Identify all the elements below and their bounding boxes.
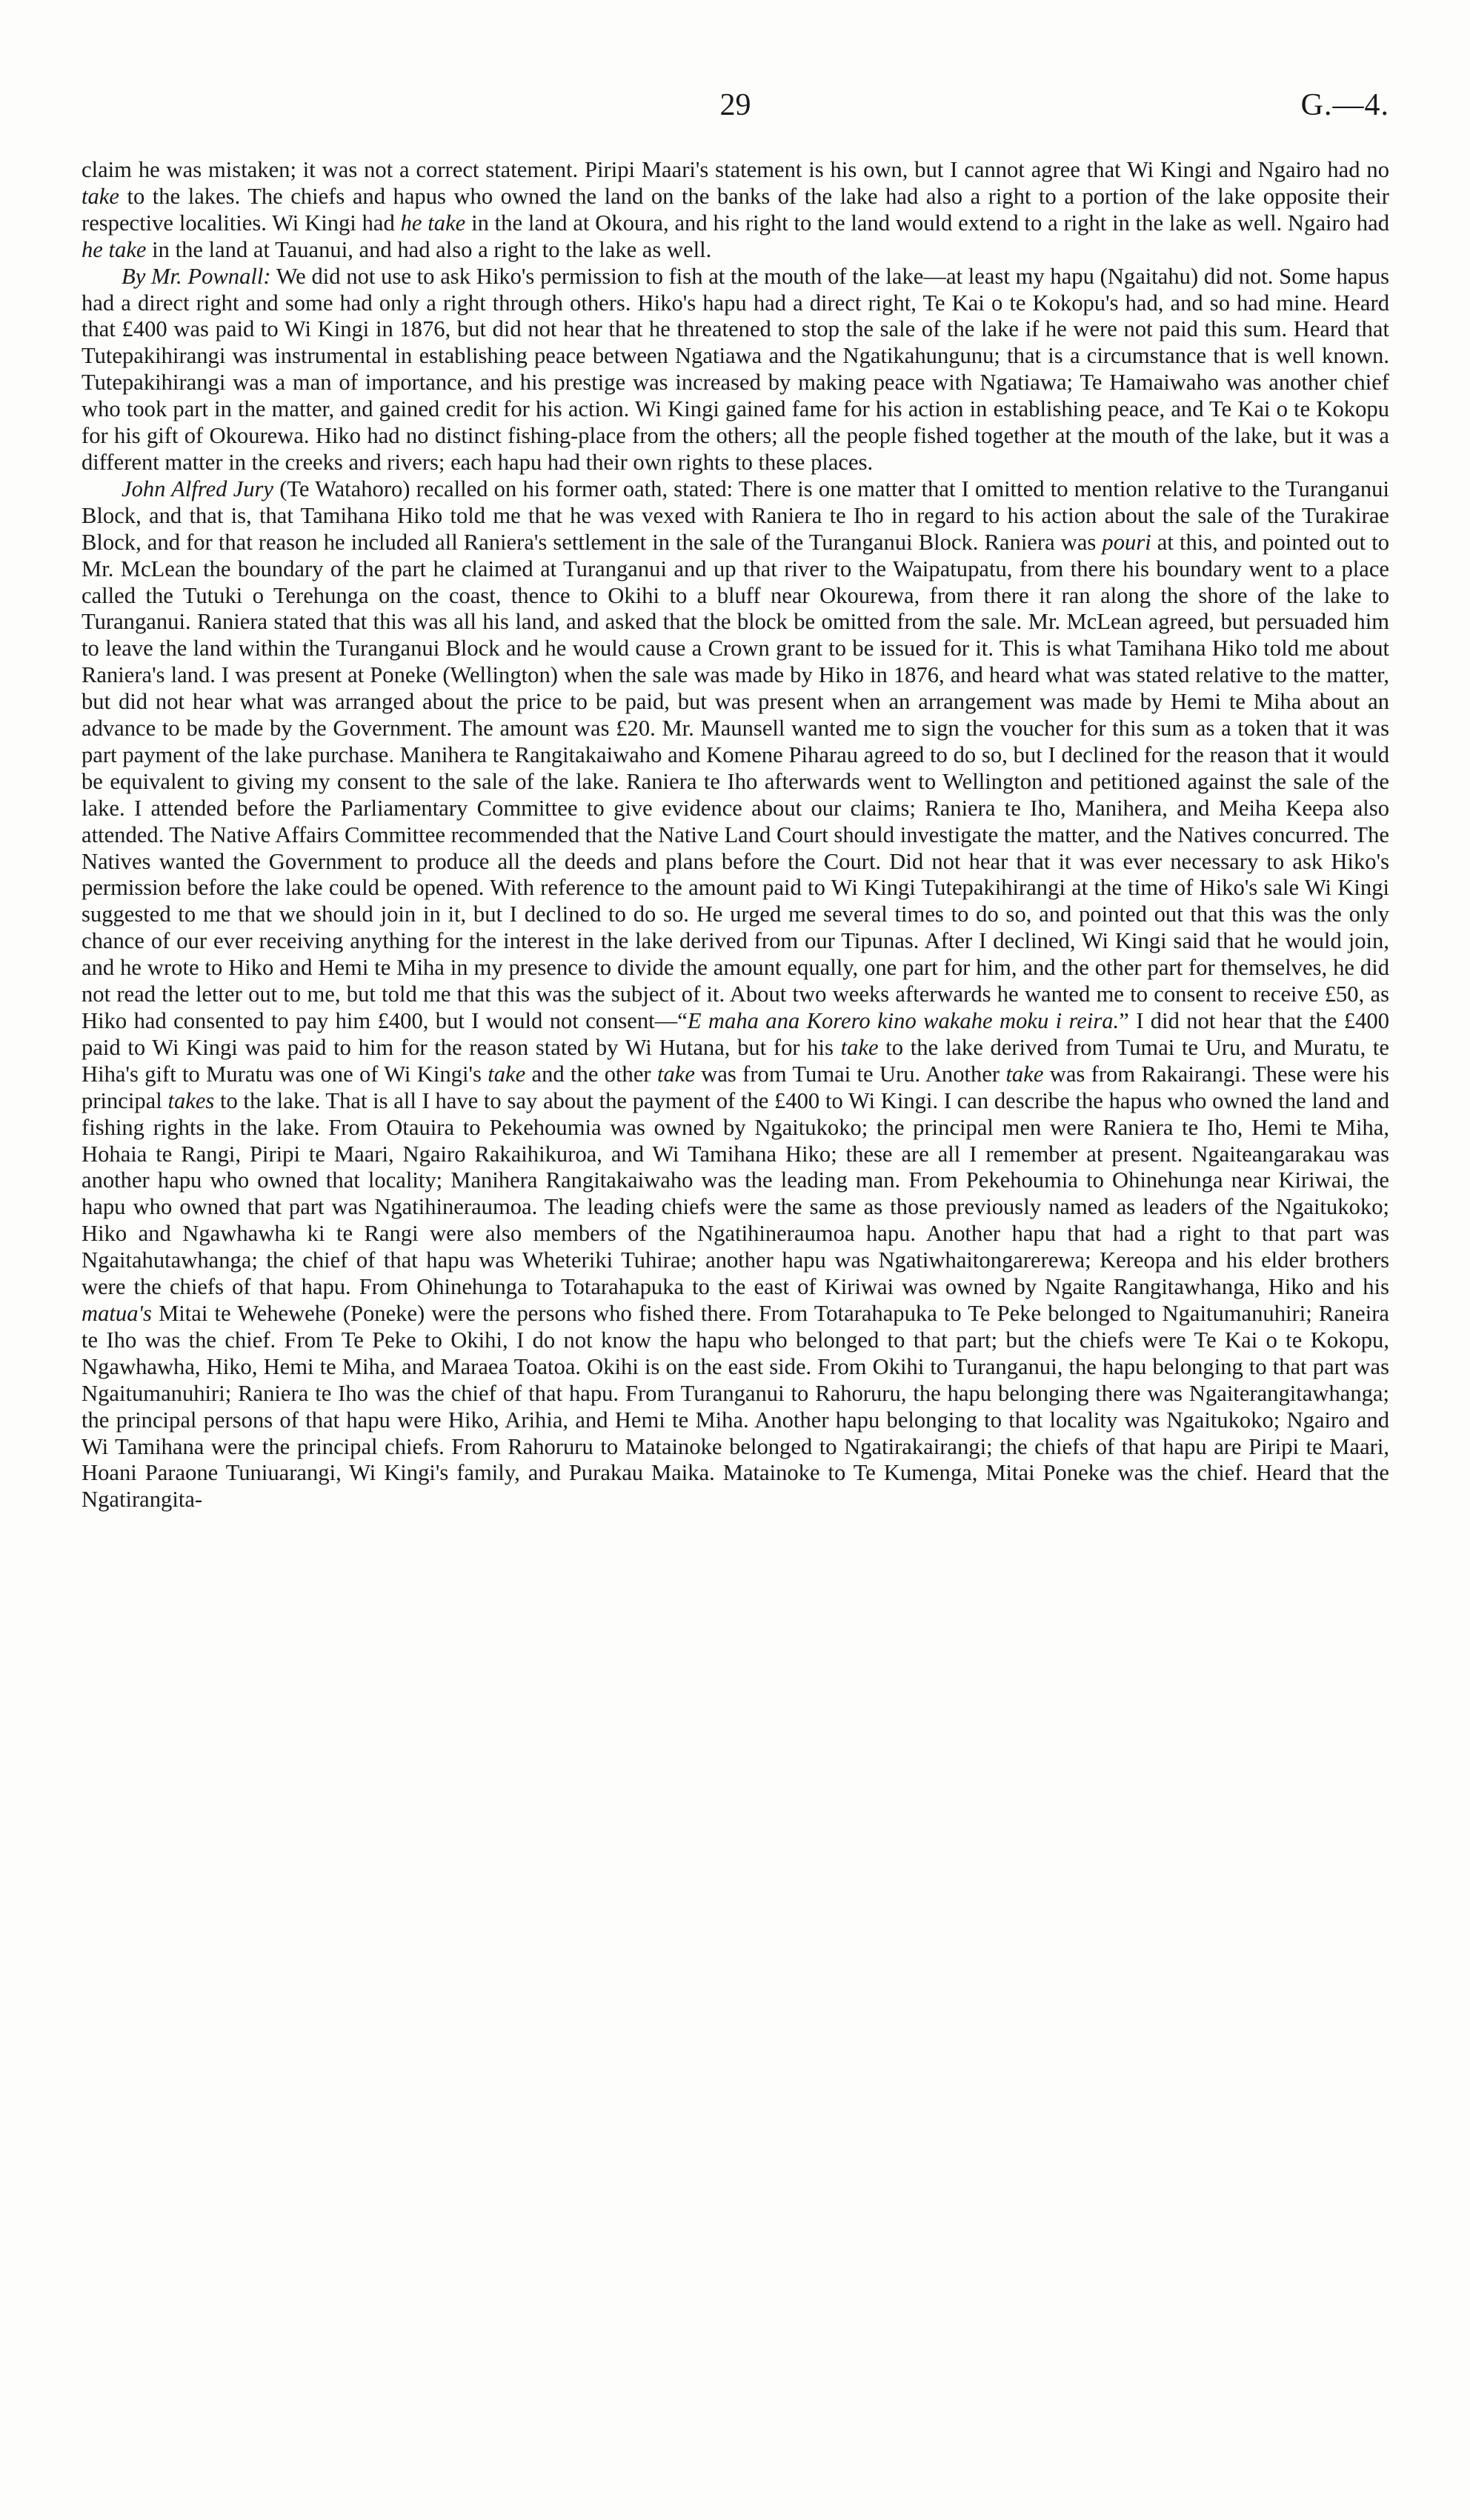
paragraph <box>82 264 1389 476</box>
italic-text: By Mr. Pownall: <box>122 263 271 289</box>
paragraph <box>82 476 1389 1513</box>
italic-text: take <box>656 1061 695 1087</box>
italic-text: he take <box>82 236 147 262</box>
text-run: Mitai te Wehewehe (Poneke) were the persons who fished there. From Totarahapuka to Te Peke belonged to Ngaitumanuhiri; Raneira te Iho was the chief. From Te Peke to Okihi, I do not know the hapu who belonged to that part; but the chiefs were Te Kai o te Kokopu, Ngawhawha, Hiko, Hemi te Miha, and Maraea Toatoa. Okihi is on the east side. From Okihi to Turanganui, the hapu belonging to that part was Ngaitumanuhiri; Raniera te Iho was the chief of that hapu. From Turanganui to Rahoruru, the hapu belonging there was Ngaiterangitawhanga; the principal persons of that hapu were Hiko, Arihia, and Hemi te Miha. Another hapu belonging to that locality was Ngaitukoko; Ngairo and Wi Tamihana were the principal chiefs. From Rahoruru to Matainoke belonged to Ngatirakairangi; the chiefs of that hapu are Piripi te Maari, Hoani Paraone Tuniuarangi, Wi Kingi's family, and Purakau Maika. Matainoke to Te Kumenga, Mitai Poneke was the chief. Heard that the Ngatirangita- <box>82 1300 1389 1513</box>
document-reference: G.—4. <box>1300 88 1389 122</box>
italic-text: he take <box>400 210 466 236</box>
italic-text: takes <box>167 1087 215 1113</box>
italic-text: take <box>82 183 119 209</box>
italic-text: take <box>1005 1061 1044 1087</box>
italic-text: matua's <box>82 1300 152 1326</box>
page-header <box>82 87 1389 132</box>
text-run: ” I did not hear that the £400 paid to Wi Kingi was paid to him for the reason stated by Wi Hutana, but for his <box>82 1008 1390 1060</box>
text-run: claim he was mistaken; it was not a correct statement. Piripi Maari's statement is his own, but I cannot agree that Wi Kingi and Ngairo had no <box>82 157 1389 182</box>
paragraph <box>82 157 1389 264</box>
italic-text: pouri <box>1102 529 1151 555</box>
text-run: was from Rakairangi. These were his principal <box>82 1061 1389 1113</box>
text-run: in the land at Okoura, and his right to the land would extend to a right in the lake as well. Ngairo had <box>465 210 1389 236</box>
text-run: and the other <box>525 1061 657 1087</box>
text-run: to the lakes. The chiefs and hapus who owned the land on the banks of the lake had also a right to a portion of the lake opposite their respective localities. Wi Kingi had <box>82 183 1389 236</box>
page-number: 29 <box>719 88 751 122</box>
italic-text: take <box>840 1034 879 1060</box>
text-run: to the lake. That is all I have to say about the payment of the £400 to Wi Kingi. I can describe the hapus who owned the land and fishing rights in the lake. From Otauira to Pekehoumia was owned by Ngaitukoko; the principal men were Raniera te Iho, Hemi te Miha, Hohaia te Rangi, Piripi te Maari, Ngairo Rakaihikuroa, and Wi Tamihana Hiko; these are all I remember at present. Ngaiteangarakau was another hapu who owned that locality; Manihera Rangitakaiwaho was the leading man. From Pekehoumia to Ohinehunga near Kiriwai, the hapu who owned that part was Ngatihineraumoa. The leading chiefs were the same as those previously named as leaders of the Ngaitukoko; Hiko and Ngawhawha ki te Rangi were also members of the Ngatihineraumoa hapu. Another hapu that had a right to that part was Ngaitahutawhanga; the chief of that hapu was Wheteriki Tuhirae; another hapu was Ngatiwhaitongarerewa; Kereopa and his elder brothers were the chiefs of that hapu. From Ohinehunga to Totarahapuka to the east of Kiriwai was owned by Ngaite Rangitawhanga, Hiko and his <box>82 1087 1389 1300</box>
text-run: at this, and pointed out to Mr. McLean the boundary of the part he claimed at Turanganui and up that river to the Waipatupatu, from there his boundary went to a place called the Tutuki o Terehunga on the coast, thence to Okihi to a bluff near Okourewa, from there it ran along the shore of the lake to Turanganui. Raniera stated that this was all his land, and asked that the block be omitted from the sale. Mr. McLean agreed, but persuaded him to leave the land within the Turanganui Block and he would cause a Crown grant to be issued for it. This is what Tamihana Hiko told me about Raniera's land. I was present at Poneke (Wellington) when the sale was made by Hiko in 1876, and heard what was stated relative to the matter, but did not hear what was arranged about the price to be paid, but was present when an arrangement was made by Hemi te Miha about an advance to be made by the Government. The amount was £20. Mr. Maunsell wanted me to sign the voucher for this sum as a token that it was part payment of the lake purchase. Manihera te Rangitakaiwaho and Komene Piharau agreed to do so, but I declined for the reason that it would be equivalent to giving my consent to the sale of the lake. Raniera te Iho afterwards went to Wellington and petitioned against the sale of the lake. I attended before the Parliamentary Committee to give evidence about our claims; Raniera te Iho, Manihera, and Meiha Keepa also attended. The Native Affairs Committee recommended that the Native Land Court should investigate the matter, and the Natives concurred. The Natives wanted the Government to produce all the deeds and plans before the Court. Did not hear that it was ever necessary to ask Hiko's permission before the lake could be opened. With reference to the amount paid to Wi Kingi Tutepakihirangi at the time of Hiko's sale Wi Kingi suggested to me that we should join in it, but I declined to do so. He urged me several times to do so, and pointed out that this was the only chance of our ever receiving anything for the interest in the lake derived from our Tipunas. After I declined, Wi Kingi said that he would join, and he wrote to Hiko and Hemi te Miha in my presence to divide the amount equally, one part for him, and the other part for themselves, he did not read the letter out to me, but told me that this was the subject of it. About two weeks afterwards he wanted me to consent to receive £50, as Hiko had consented to pay him £400, but I would not consent—“ <box>82 529 1389 1033</box>
body-text <box>82 157 1389 1513</box>
text-run: to the lake derived from Tumai te Uru, and Muratu, te Hiha's gift to Muratu was one of Wi Kingi's <box>82 1034 1390 1087</box>
italic-text: E maha ana Korero kino wakahe moku i reira. <box>687 1008 1120 1033</box>
text-run: was from Tumai te Uru. Another <box>694 1061 1006 1087</box>
italic-text: take <box>488 1061 526 1087</box>
text-run: in the land at Tauanui, and had also a right to the lake as well. <box>146 236 712 262</box>
text-run: We did not use to ask Hiko's permission to fish at the mouth of the lake—at least my hapu (Ngaitahu) did not. Some hapus had a direct right and some had only a right through others. Hiko's hapu had a direct right, Te Kai o te Kokopu's had, and so had mine. Heard that £400 was paid to Wi Kingi in 1876, but did not hear that he threatened to stop the sale of the lake if he were not paid this sum. Heard that Tutepakihirangi was instrumental in establishing peace between Ngatiawa and the Ngatikahungunu; that is a circumstance that is well known. Tutepakihirangi was a man of importance, and his prestige was increased by making peace with Ngatiawa; Te Hamaiwaho was another chief who took part in the matter, and gained credit for his action. Wi Kingi gained fame for his action in establishing peace, and Te Kai o te Kokopu for his gift of Okourewa. Hiko had no distinct fishing-place from the others; all the people fished together at the mouth of the lake, but it was a different matter in the creeks and rivers; each hapu had their own rights to these places. <box>82 263 1389 475</box>
italic-text: John Alfred Jury <box>122 476 273 501</box>
text-run: (Te Watahoro) recalled on his former oath, stated: There is one matter that I omitted to mention relative to the Turanganui Block, and that is, that Tamihana Hiko told me that he was vexed with Raniera te Iho in regard to his action about the sale of the Turakirae Block, and for that reason he included all Raniera's settlement in the sale of the Turanganui Block. Raniera was <box>82 476 1389 555</box>
